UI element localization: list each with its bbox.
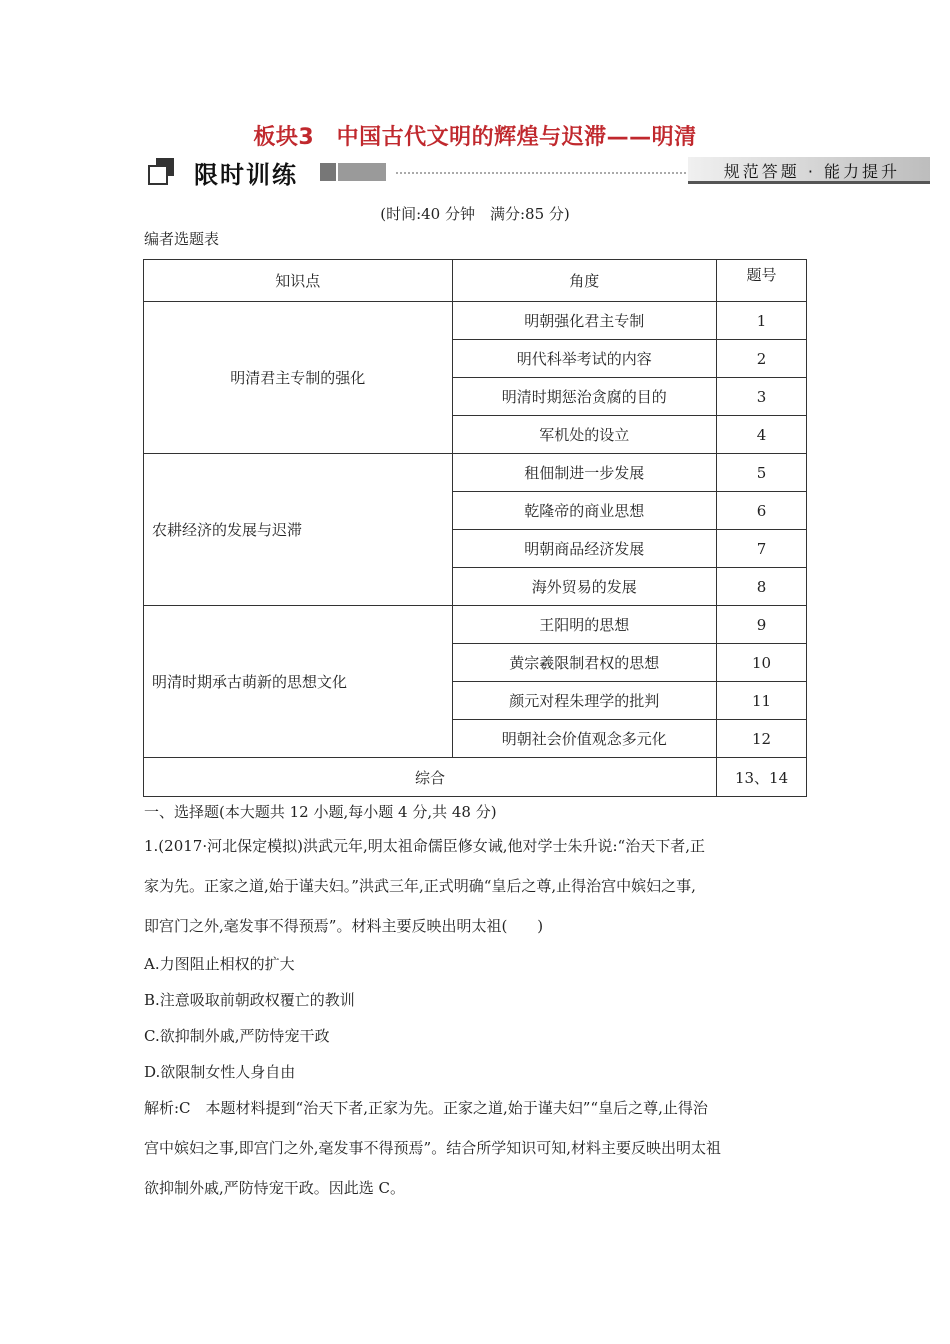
angle-cell: 黄宗羲限制君权的思想 [452, 644, 717, 682]
number-cell: 7 [717, 530, 807, 568]
angle-cell: 明朝社会价值观念多元化 [452, 720, 717, 758]
angle-cell: 海外贸易的发展 [452, 568, 717, 606]
banner-label: 限时训练 [194, 161, 298, 189]
angle-cell: 王阳明的思想 [452, 606, 717, 644]
table-header: 题号 [717, 260, 807, 302]
option-c: C.欲抑制外戚,严防恃宠干政 [144, 1027, 330, 1045]
banner-bar [338, 163, 386, 181]
angle-cell: 租佃制进一步发展 [452, 454, 717, 492]
table-header: 知识点 [144, 260, 453, 302]
angle-cell: 明清时期惩治贪腐的目的 [452, 378, 717, 416]
angle-cell: 明朝商品经济发展 [452, 530, 717, 568]
angle-cell: 军机处的设立 [452, 416, 717, 454]
summary-label-cell: 综合 [144, 758, 717, 797]
number-cell: 6 [717, 492, 807, 530]
number-cell: 12 [717, 720, 807, 758]
table-header: 角度 [452, 260, 717, 302]
banner-bar [320, 163, 336, 181]
summary-number-cell: 13、14 [717, 758, 807, 797]
question-stem-line: 即宫门之外,毫发事不得预焉”。材料主要反映出明太祖( ) [144, 917, 544, 935]
number-cell: 9 [717, 606, 807, 644]
analysis-line: 欲抑制外戚,严防恃宠干政。因此选 C。 [144, 1179, 406, 1197]
square-outline-icon [148, 165, 168, 185]
section-banner [148, 155, 930, 187]
number-cell: 1 [717, 302, 807, 340]
banner-right-tag [688, 157, 930, 184]
option-d: D.欲限制女性人身自由 [144, 1063, 296, 1081]
banner-dotted-line [396, 172, 686, 174]
number-cell: 2 [717, 340, 807, 378]
question-stem-line: 家为先。正家之道,始于谨夫妇。”洪武三年,正式明确“皇后之尊,止得治宫中嫔妇之事, [144, 877, 696, 895]
topic-cell: 明清君主专制的强化 [144, 302, 453, 454]
angle-cell: 明朝强化君主专制 [452, 302, 717, 340]
option-a: A.力图阻止相权的扩大 [144, 955, 295, 973]
topic-table [143, 259, 807, 797]
time-info: (时间:40 分钟 满分:85 分) [380, 205, 570, 223]
angle-cell: 乾隆帝的商业思想 [452, 492, 717, 530]
topic-cell: 农耕经济的发展与迟滞 [144, 454, 453, 606]
number-cell: 3 [717, 378, 807, 416]
analysis-line: 宫中嫔妇之事,即宫门之外,毫发事不得预焉”。结合所学知识可知,材料主要反映出明太祖 [144, 1139, 721, 1157]
topic-cell: 明清时期承古萌新的思想文化 [144, 606, 453, 758]
angle-cell: 明代科举考试的内容 [452, 340, 717, 378]
question-stem-line: 1.(2017·河北保定模拟)洪武元年,明太祖命儒臣修女诫,他对学士朱升说:“治天下者,正 [144, 837, 705, 855]
number-cell: 4 [717, 416, 807, 454]
number-cell: 8 [717, 568, 807, 606]
option-b: B.注意吸取前朝政权覆亡的教训 [144, 991, 355, 1009]
number-cell: 10 [717, 644, 807, 682]
number-cell: 11 [717, 682, 807, 720]
banner-right-text: 规范答题 · 能力提升 [723, 162, 900, 181]
section-heading: 一、选择题(本大题共 12 小题,每小题 4 分,共 48 分) [144, 803, 497, 821]
angle-cell: 颜元对程朱理学的批判 [452, 682, 717, 720]
number-cell: 5 [717, 454, 807, 492]
table-caption: 编者选题表 [144, 230, 220, 248]
analysis-line: 解析:C 本题材料提到“治天下者,正家为先。正家之道,始于谨夫妇”“皇后之尊,止得治 [144, 1099, 708, 1117]
page-title: 板块3 中国古代文明的辉煌与迟滞——明清 [253, 125, 697, 150]
